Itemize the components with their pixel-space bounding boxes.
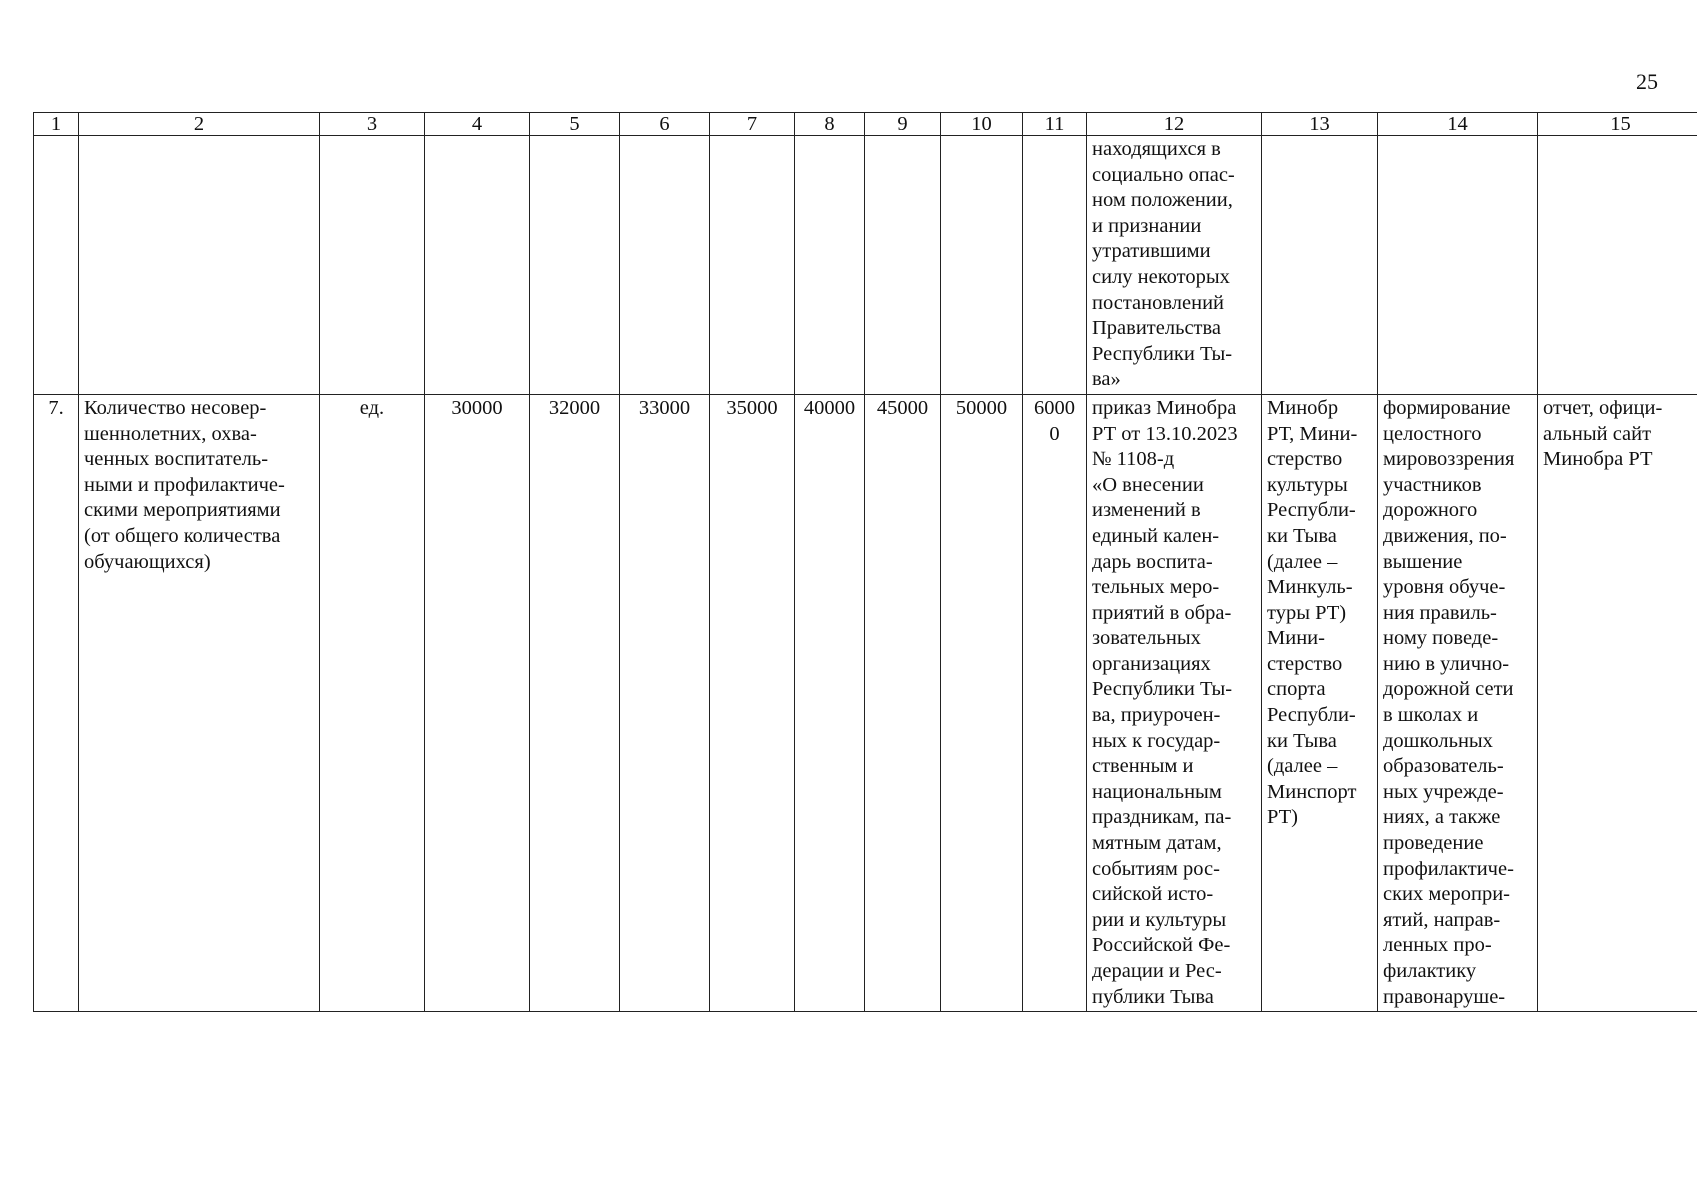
text-line: Республики Ты-: [1092, 678, 1233, 701]
text-line: стерство: [1267, 652, 1343, 675]
text-line: событиям рос-: [1092, 857, 1220, 880]
result-cell: [1378, 394, 1538, 1011]
header-col-5: 5: [530, 113, 620, 136]
header-col-4: 4: [425, 113, 530, 136]
value-cell: 40000: [795, 394, 865, 1011]
text-line: вышение: [1383, 550, 1463, 573]
cell: [530, 136, 620, 395]
text-line: приятий в обра-: [1092, 601, 1232, 624]
header-col-2: 2: [79, 113, 320, 136]
text-line: профилактиче-: [1383, 857, 1514, 880]
indicator-name-cell: [79, 394, 320, 1011]
text-line: Республи-: [1267, 499, 1356, 522]
text-line: утратившими: [1092, 240, 1211, 263]
text-line: РТ от 13.10.2023: [1092, 422, 1238, 445]
text-line: «О внесении: [1092, 473, 1204, 496]
cell: [425, 136, 530, 395]
text-line: ному поведе-: [1383, 627, 1499, 650]
page-number: 25: [1636, 69, 1658, 94]
text-line: Минобра РТ: [1543, 448, 1653, 471]
text-line: ва»: [1092, 368, 1121, 391]
text-line: приказ Минобра: [1092, 396, 1237, 419]
header-col-13: 13: [1262, 113, 1378, 136]
text-line: в школах и: [1383, 704, 1479, 727]
text-line: ном положении,: [1092, 189, 1233, 212]
text-line: Республики Ты-: [1092, 342, 1233, 365]
text-line: ки Тыва: [1267, 524, 1337, 547]
cell: [795, 136, 865, 395]
text-line: движения, по-: [1383, 524, 1507, 547]
header-row: [34, 113, 1697, 136]
text-line: шеннолетних, охва-: [84, 422, 257, 445]
continued-document-cell: [1087, 136, 1262, 395]
text-line: проведение: [1383, 832, 1484, 855]
text-line: нию в улично-: [1383, 652, 1510, 675]
text-line: Мини-: [1267, 627, 1325, 650]
cell: [1262, 136, 1378, 395]
text-line: 6000: [1034, 396, 1075, 419]
cell: [320, 136, 425, 395]
header-col-7: 7: [710, 113, 795, 136]
text-line: ятий, направ-: [1383, 908, 1501, 931]
cell: [710, 136, 795, 395]
cell: [1023, 136, 1087, 395]
header-col-10: 10: [941, 113, 1023, 136]
text-line: скими мероприятиями: [84, 499, 281, 522]
text-line: социально опас-: [1092, 163, 1235, 186]
cell: [79, 136, 320, 395]
header-col-6: 6: [620, 113, 710, 136]
text-line: целостного: [1383, 422, 1482, 445]
text-line: Правительства: [1092, 317, 1222, 340]
text-line: Минкуль-: [1267, 576, 1353, 599]
text-line: организациях: [1092, 652, 1211, 675]
header-col-15: 15: [1538, 113, 1697, 136]
value-cell: 30000: [425, 394, 530, 1011]
cell: [620, 136, 710, 395]
text-line: ных учрежде-: [1383, 780, 1504, 803]
header-col-14: 14: [1378, 113, 1538, 136]
text-line: мировоззрения: [1383, 448, 1515, 471]
text-line: публики Тыва: [1092, 985, 1214, 1008]
text-line: праздникам, па-: [1092, 806, 1232, 829]
text-line: альный сайт: [1543, 422, 1652, 445]
text-line: филактику: [1383, 960, 1477, 982]
text-line: ственным и: [1092, 755, 1194, 778]
cell: [1378, 136, 1538, 395]
row-number: 7.: [34, 394, 79, 1011]
text-line: Минспорт: [1267, 780, 1357, 803]
text-line: формирование: [1383, 396, 1511, 419]
table-row-7: [34, 394, 1697, 1011]
text-line: ния правиль-: [1383, 601, 1497, 624]
text-line: правонаруше-: [1383, 985, 1506, 1008]
value-cell: 35000: [710, 394, 795, 1011]
unit-cell: ед.: [320, 394, 425, 1011]
text-line: изменений в: [1092, 499, 1201, 522]
text-line: постановлений: [1092, 291, 1225, 314]
text-line: ниях, а также: [1383, 806, 1501, 829]
text-line: ки Тыва: [1267, 729, 1337, 752]
text-line: дорожной сети: [1383, 678, 1514, 701]
responsible-cell: [1262, 394, 1378, 1011]
cell: [865, 136, 941, 395]
text-line: ва, приурочен-: [1092, 704, 1221, 727]
text-line: уровня обуче-: [1383, 576, 1506, 599]
value-cell-col11: [1023, 394, 1087, 1011]
text-line: зовательных: [1092, 627, 1201, 650]
cell: [1538, 136, 1697, 395]
text-line: ных к государ-: [1092, 729, 1221, 752]
value-cell: 45000: [865, 394, 941, 1011]
text-line: дерации и Рес-: [1092, 960, 1222, 982]
value-cell: 32000: [530, 394, 620, 1011]
text-line: стерство: [1267, 448, 1343, 471]
indicator-table: [33, 112, 1697, 1012]
text-line: Количество несовер-: [84, 396, 267, 419]
value-cell: 50000: [941, 394, 1023, 1011]
source-cell: [1538, 394, 1697, 1011]
text-line: № 1108-д: [1092, 448, 1175, 471]
text-line: отчет, офици-: [1543, 396, 1663, 419]
text-line: дорожного: [1383, 499, 1478, 522]
text-line: сийской исто-: [1092, 883, 1214, 906]
text-line: национальным: [1092, 780, 1222, 803]
header-col-3: 3: [320, 113, 425, 136]
cell: [34, 136, 79, 395]
text-line: образователь-: [1383, 755, 1504, 778]
text-line: единый кален-: [1092, 524, 1220, 547]
text-line: 0: [1049, 422, 1060, 445]
header-col-11: 11: [1023, 113, 1087, 136]
text-line: РТ): [1267, 806, 1299, 829]
text-line: Республи-: [1267, 704, 1356, 727]
text-line: рии и культуры: [1092, 908, 1227, 931]
text-line: дошкольных: [1383, 729, 1493, 752]
text-line: обучающихся): [84, 550, 211, 573]
cell: [941, 136, 1023, 395]
text-line: (от общего количества: [84, 524, 281, 547]
header-col-8: 8: [795, 113, 865, 136]
text-line: спорта: [1267, 678, 1326, 701]
text-line: дарь воспита-: [1092, 550, 1213, 573]
text-line: (далее –: [1267, 550, 1338, 573]
text-line: Минобр: [1267, 396, 1339, 419]
text-line: ских меропри-: [1383, 883, 1510, 906]
text-line: (далее –: [1267, 755, 1338, 778]
text-line: силу некоторых: [1092, 265, 1230, 288]
text-line: РТ, Мини-: [1267, 422, 1358, 445]
text-line: участников: [1383, 473, 1482, 496]
text-line: культуры: [1267, 473, 1348, 496]
text-line: ченных воспитатель-: [84, 448, 269, 471]
text-line: находящихся в: [1092, 138, 1221, 160]
text-line: мятным датам,: [1092, 832, 1222, 855]
header-col-9: 9: [865, 113, 941, 136]
table-row-continued: [34, 136, 1697, 395]
text-line: тельных меро-: [1092, 576, 1220, 599]
text-line: Российской Фе-: [1092, 934, 1231, 957]
document-cell: [1087, 394, 1262, 1011]
text-line: ными и профилактиче-: [84, 473, 285, 496]
text-line: туры РТ): [1267, 601, 1347, 624]
header-col-12: 12: [1087, 113, 1262, 136]
header-col-1: 1: [34, 113, 79, 136]
value-cell: 33000: [620, 394, 710, 1011]
text-line: ленных про-: [1383, 934, 1492, 957]
text-line: и признании: [1092, 214, 1202, 237]
